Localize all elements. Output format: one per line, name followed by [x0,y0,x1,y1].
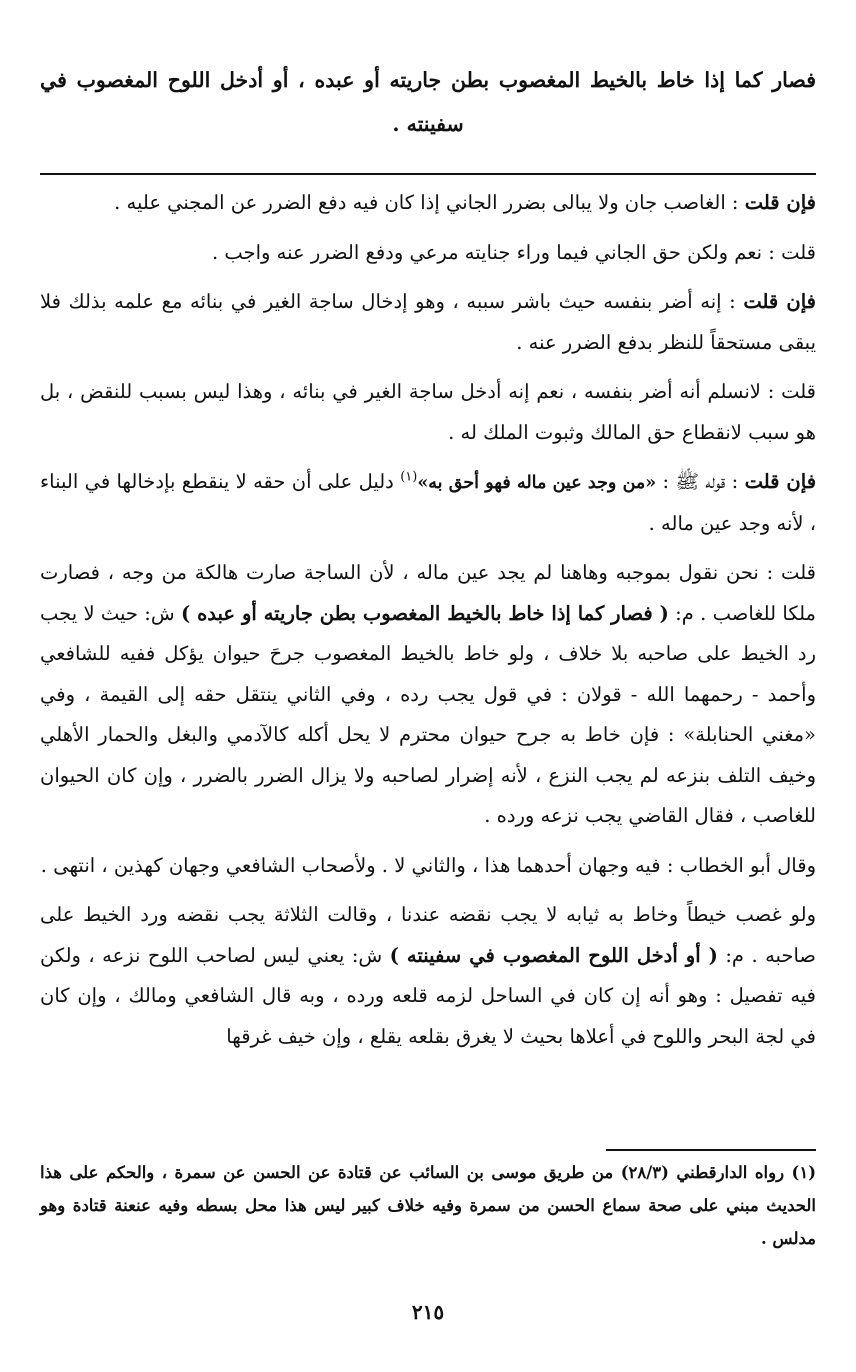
paragraph-1 [40,183,816,224]
paragraph-text: ش: يعني ليس لصاحب اللوح نزعه ، ولكن فيه تفصيل : وهو أنه إن كان في الساحل لزمه قلعه ورده ، وبه قال الشافعي ومالك ، وإن كان في لجة البحر واللوح في أعلاها بحيث لا يغرق بقلعه يقلع ، وإن خيف غرقها [40,943,816,1048]
objection-label: فإن قلت [744,191,816,214]
matn-text: فصار كما إذا خاط بالخيط المغصوب بطن جاريته أو عبده ، أو أدخل اللوح المغصوب في سفينته . [40,68,816,136]
paragraph-text: دليل على أن حقه لا ينقطع بإدخالها في البناء ، لأنه وجد عين ماله . [40,470,816,535]
footnote-reference: (١) [400,469,418,485]
objection-label: فإن قلت [743,290,817,313]
separator-line [40,173,816,175]
footnote-separator [606,1149,816,1151]
paragraph-2 [40,233,816,274]
paragraph-text: قلت : نعم ولكن حق الجاني فيما وراء جنايته مرعي ودفع الضرر عنه واجب . [212,240,816,264]
page-number: ٢١٥ [411,1300,445,1324]
matn-quote: ( فصار كما إذا خاط بالخيط المغصوب بطن جاريته أو عبده ) [180,601,669,625]
paragraph-text: قلت : لانسلم أنه أضر بنفسه ، نعم إنه أدخل ساجة الغير في بنائه ، وهذا ليس بسبب للنقض ، بل هو سبب لانقطاع حق المالك وثبوت الملك له . [40,380,816,444]
commentary-body [40,183,816,1057]
matn-quote: ( أو أدخل اللوح المغصوب في سفينته ) [389,943,718,967]
paragraph-6 [40,553,816,837]
paragraph-text: : إنه أضر بنفسه حيث باشر سببه ، وهو إدخال ساجة الغير في بنائه مع علمه بذلك فلا يبقى مستحقاً للنظر بدفع الضرر عنه . [40,290,816,354]
objection-label: فإن قلت [744,470,817,493]
paragraph-4 [40,372,816,453]
paragraph-3 [40,282,816,363]
footnote: (١) رواه الدارقطني (٢٨/٣) من طريق موسى بن السائب عن قتادة عن الحسن عن سمرة ، والحكم على هذا الحديث مبني على صحة سماع الحسن من سمرة وفيه خلاف كبير ليس هذا محل بسطه وفيه عنعنة قتادة وهو مدلس . [40,1163,816,1248]
paragraph-7 [40,846,816,887]
paragraph-text: : الغاصب جان ولا يبالى بضرر الجاني إذا كان فيه دفع الضرر عن المجني عليه . [114,191,745,214]
paragraph-5 [40,462,816,544]
paragraph-text: قلت : نحن نقول بموجبه وهاهنا لم يجد عين ماله ، لأن الساجة صارت هالكة من وجه ، فصارت ملكا للغاصب . م: [40,561,816,625]
paragraph-text: ش: حيث لا يجب رد الخيط على صاحبه بلا خلاف ، ولو خاط بالخيط المغصوب جرحَ حيوان يؤكل ففيه للشافعي وأحمد - رحمهما الله - قولان : في قول يجب رده ، وفي الثاني ينتقل حقه إلى القيمة ، وفي «مغني الحنابلة» : فإن خاط به جرح حيوان محترم لا يحل أكله كالآدمي والبغل والحمار الأهلي وخيف التلف بنزعه لم يجب النزع ، لأنه إضرار لصاحبه ولا يزال الضرر بالضرر ، وإن كان الحيوان للغاصب ، فقال القاضي يجب نزعه ورده . [40,601,816,827]
paragraph-text: ولو غصب خيطاً وخاط به ثيابه لا يجب نقضه عندنا ، وقالت الثلاثة يجب نقضه ورد الخيط على صاحبه . م: [40,903,816,967]
hadith-quote: «من وجد عين ماله فهو أحق به» [417,473,657,493]
paragraph-text: وقال أبو الخطاب : فيه وجهان أحدهما هذا ، والثاني لا . ولأصحاب الشافعي وجهان كهذين ، انتهى . [40,853,816,877]
paragraph-8 [40,895,816,1057]
paragraph-text: : قوله ﷺ : [656,470,745,493]
